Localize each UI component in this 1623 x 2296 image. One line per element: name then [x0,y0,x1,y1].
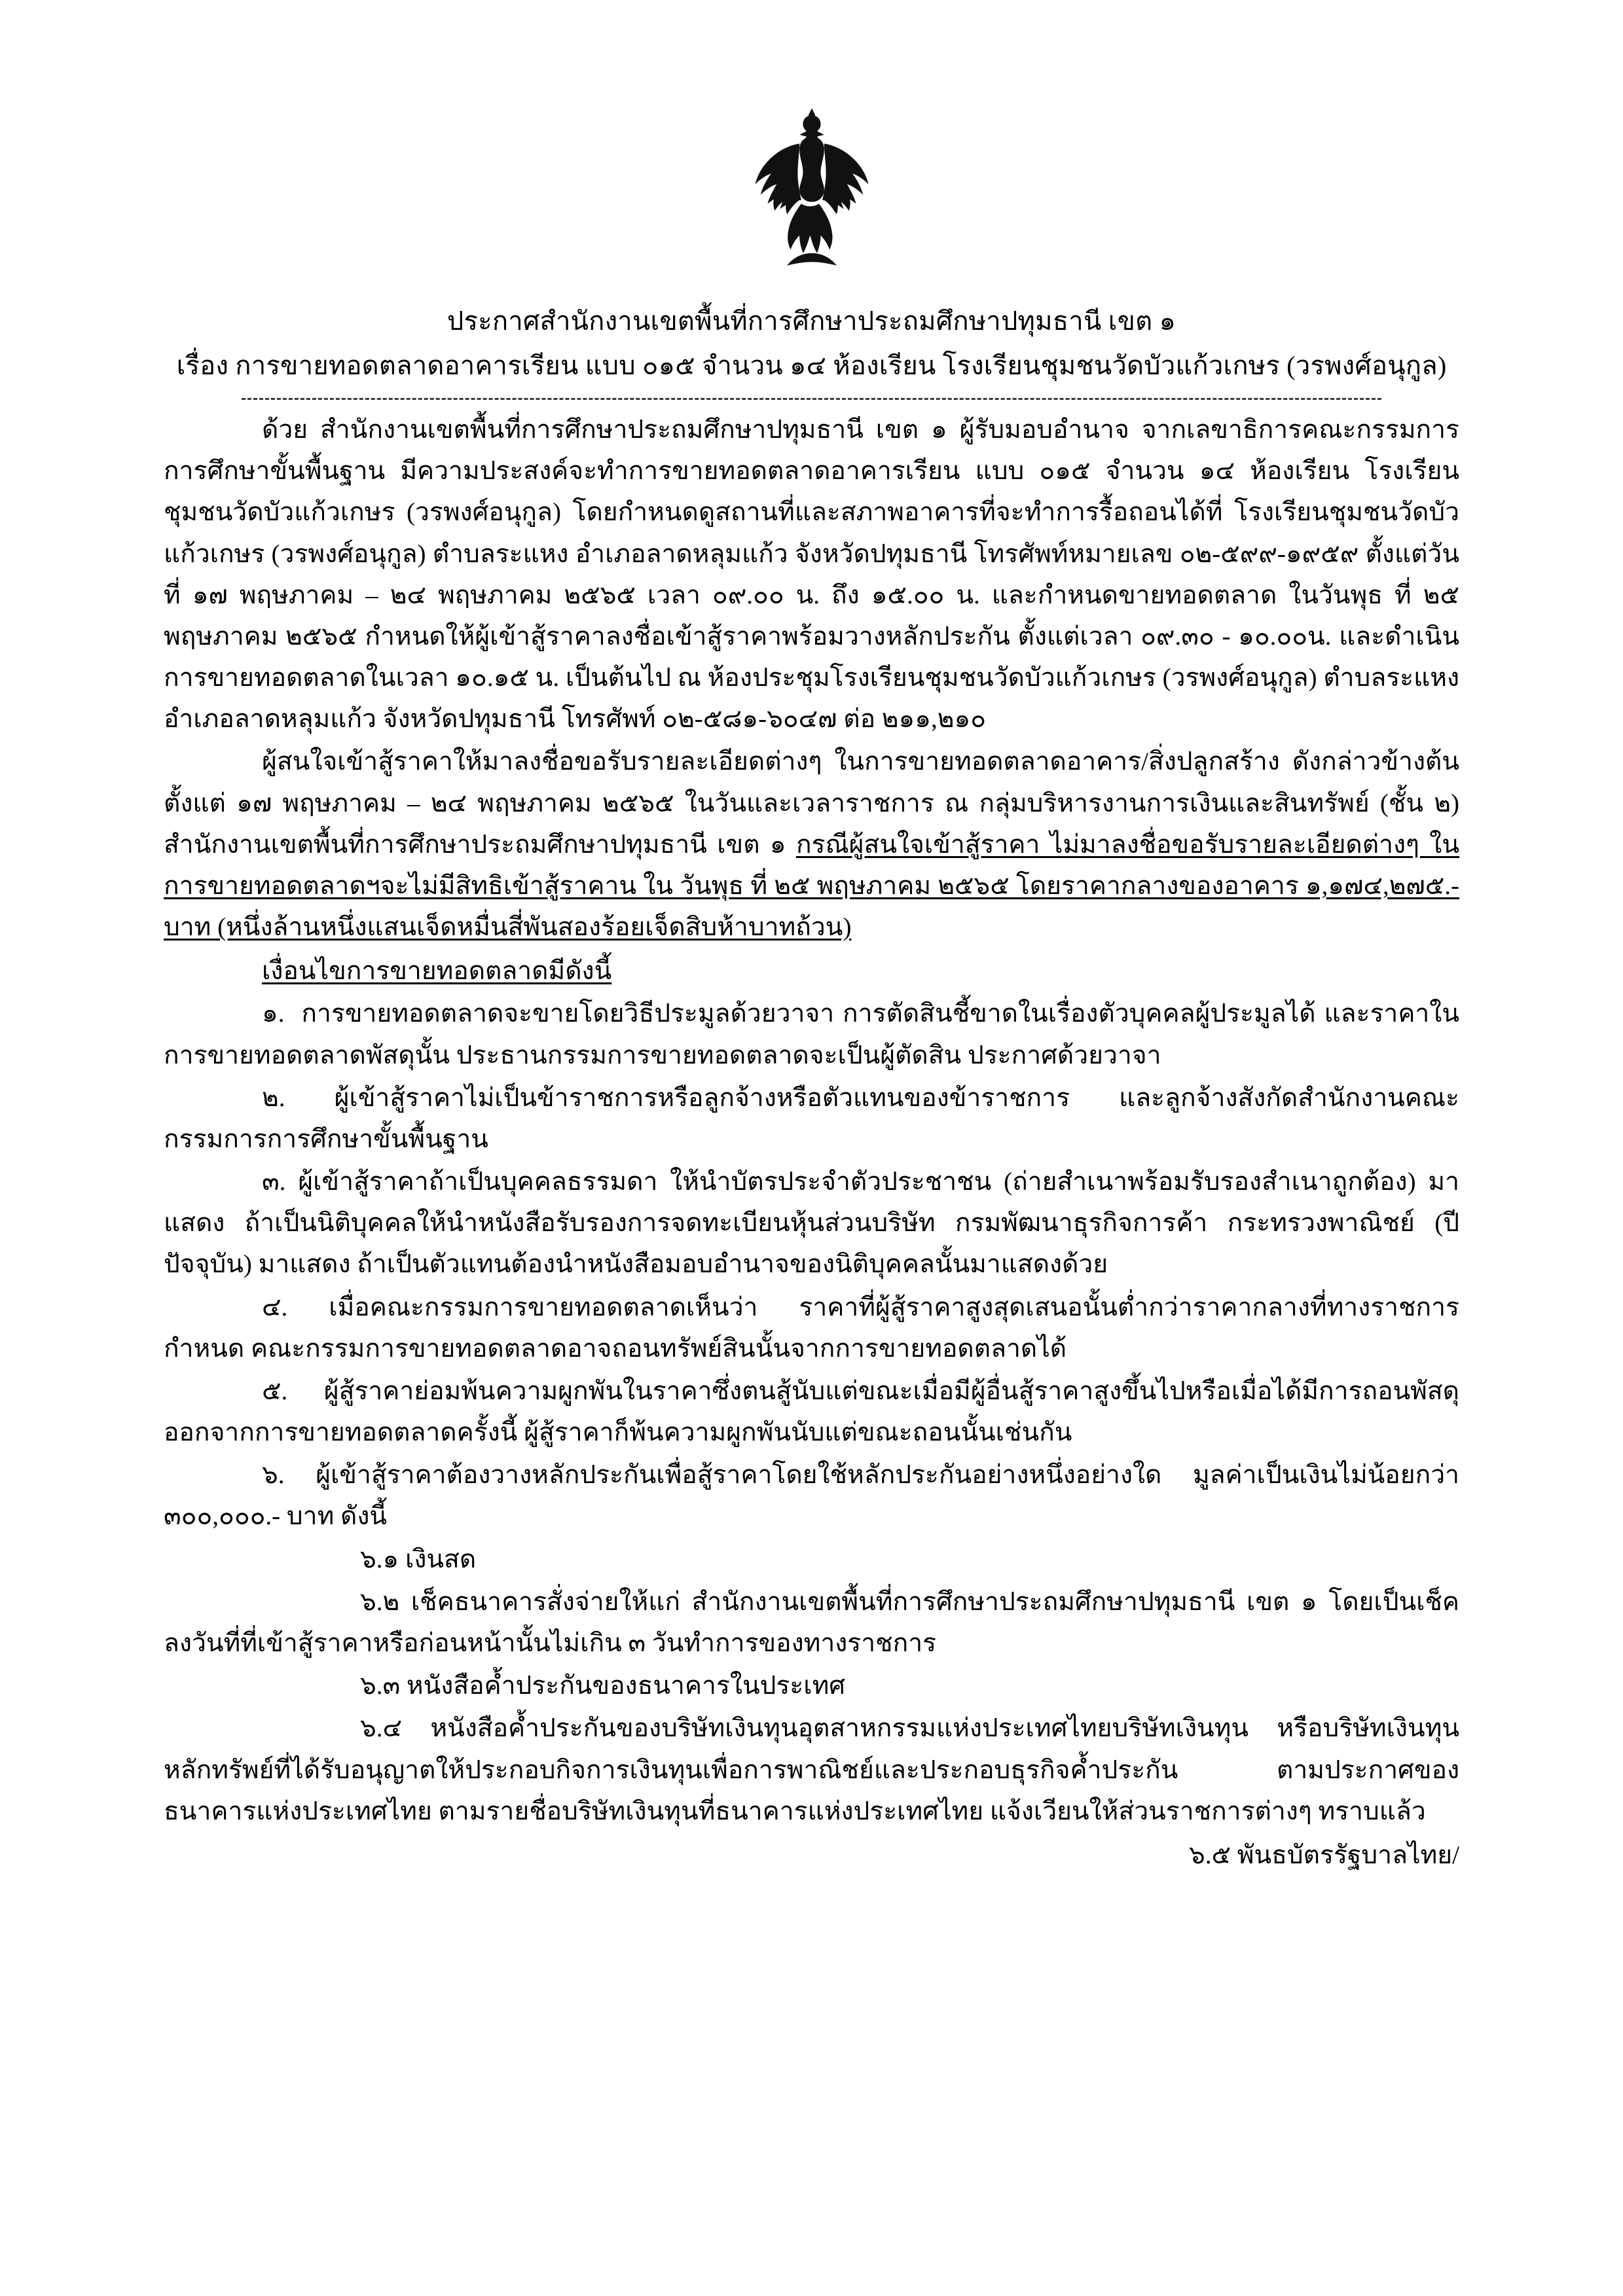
condition-3-text: ผู้เข้าสู้ราคาถ้าเป็นบุคคลธรรมดา ให้นำบัตรประจำตัวประชาชน (ถ่ายสำเนาพร้อมรับรองสำเนาถูกต้อง) มาแสดง ถ้าเป็นนิติบุคคลให้นำหนังสือรับรองการจดทะเบียนหุ้นส่วนบริษัท กรมพัฒนาธุรกิจการค้า กระทรวงพาณิชย์ (ปีปัจจุบัน) มาแสดง ถ้าเป็นตัวแทนต้องนำหนังสือมอบอำนาจของนิติบุคคลนั้นมาแสดงด้วย [164,1168,1459,1279]
paragraph-intro: ด้วย สำนักงานเขตพื้นที่การศึกษาประถมศึกษาปทุมธานี เขต ๑ ผู้รับมอบอำนาจ จากเลขาธิการคณะกรรมการการศึกษาขั้นพื้นฐาน มีความประสงค์จะทำการขายทอดตลาดอาคารเรียน แบบ ๐๑๕ จำนวน ๑๔ ห้องเรียน โรงเรียนชุมชนวัดบัวแก้วเกษร (วรพงศ์อนุกูล) โดยกำหนดดูสถานที่และสภาพอาคารที่จะทำการรื้อถอนได้ที่ โรงเรียนชุมชนวัดบัวแก้วเกษร (วรพงศ์อนุกูล) ตำบลระแหง อำเภอลาดหลุมแก้ว จังหวัดปทุมธานี โทรศัพท์หมายเลข ๐๒-๕๙๙-๑๙๕๙ ตั้งแต่วันที่ ๑๗ พฤษภาคม – ๒๔ พฤษภาคม ๒๕๖๕ เวลา ๐๙.๐๐ น. ถึง ๑๕.๐๐ น. และกำหนดขายทอดตลาด ในวันพุธ ที่ ๒๕ พฤษภาคม ๒๕๖๕ กำหนดให้ผู้เข้าสู้ราคาลงชื่อเข้าสู้ราคาพร้อมวางหลักประกัน ตั้งแต่เวลา ๐๙.๓๐ - ๑๐.๐๐น. และดำเนินการขายทอดตลาดในเวลา ๑๐.๑๕ น. เป็นต้นไป ณ ห้องประชุมโรงเรียนชุมชนวัดบัวแก้วเกษร (วรพงศ์อนุกูล) ตำบลระแหง อำเภอลาดหลุมแก้ว จังหวัดปทุมธานี โทรศัพท์ ๐๒-๕๘๑-๖๐๔๗ ต่อ ๒๑๑,๒๑๐ [164,416,1459,734]
paragraph-interested-bidders [164,741,1459,948]
sub-condition-item-6-2 [164,1581,1459,1664]
sub-condition-6-3-number: ๖.๓ [360,1672,401,1700]
condition-5-number: ๕. [262,1376,288,1405]
announcement-title [164,301,1459,386]
condition-5-text: ผู้สู้ราคาย่อมพ้นความผูกพันในราคาซึ่งตนสู้นับแต่ขณะเมื่อมีผู้อื่นสู้ราคาสูงขึ้นไปหรือเมื่อได้มีการถอนพัสดุออกจากการขายทอดตลาดครั้งนี้ ผู้สู้ราคาก็พ้นความผูกพันนับแต่ขณะถอนนั้นเช่นกัน [164,1376,1459,1447]
sub-condition-item-6-1 [164,1539,1459,1580]
sub-condition-6-3-text: หนังสือค้ำประกันของธนาคารในประเทศ [406,1672,846,1700]
sub-condition-6-1-text: เงินสด [405,1545,477,1573]
document-body [164,409,1459,1876]
sub-condition-6-2-text: เช็คธนาคารสั่งจ่ายให้แก่ สำนักงานเขตพื้นที่การศึกษาประถมศึกษาปทุมธานี เขต ๑ โดยเป็นเช็คลงวันที่ที่เข้าสู้ราคาหรือก่อนหน้านั้นไม่เกิน ๓ วันทำการของทางราชการ [164,1587,1460,1657]
condition-3-number: ๓. [262,1168,286,1196]
garuda-emblem-icon [723,105,900,281]
title-line-1: ประกาศสำนักงานเขตพื้นที่การศึกษาประถมศึกษาปทุมธานี เขต ๑ [447,306,1176,336]
interested-bidders-plain: ผู้สนใจเข้าสู้ราคาให้มาลงชื่อขอรับรายละเอียดต่างๆ ในการขายทอดตลาดอาคาร/สิ่งปลูกสร้าง ดังกล่าวข้างต้น ตั้งแต่ ๑๗ พฤษภาคม – ๒๔ พฤษภาคม ๒๕๖๕ ในวันและเวลาราชการ ณ กลุ่มบริหารงานการเงินและสินทรัพย์ (ชั้น ๒) สำนักงานเขตพื้นที่การศึกษาประถมศึกษาปทุมธานี เขต ๑ [164,747,1459,859]
condition-4-text: เมื่อคณะกรรมการขายทอดตลาดเห็นว่า ราคาที่ผู้สู้ราคาสูงสุดเสนอนั้นต่ำกว่าราคากลางที่ทางราชการกำหนด คณะกรรมการขายทอดตลาดอาจถอนทรัพย์สินนั้นจากการขายทอดตลาดได้ [164,1293,1459,1363]
condition-1-number: ๑. [262,999,285,1028]
condition-item-3 [164,1161,1459,1285]
page-continuation-footer: ๖.๕ พันธบัตรรัฐบาลไทย/ [1188,1840,1459,1869]
condition-2-number: ๒. [262,1083,285,1112]
condition-6-text: ผู้เข้าสู้ราคาต้องวางหลักประกันเพื่อสู้ราคาโดยใช้หลักประกันอย่างหนึ่งอย่างใด มูลค่าเป็นเงินไม่น้อยกว่า ๓๐๐,๐๐๐.- บาท ดังนี้ [164,1461,1459,1531]
sub-condition-6-2-number: ๖.๒ [360,1587,400,1616]
condition-item-4 [164,1287,1459,1369]
condition-item-6 [164,1454,1459,1537]
condition-item-5 [164,1371,1459,1453]
condition-item-1 [164,993,1459,1075]
condition-6-number: ๖. [262,1461,285,1490]
condition-4-number: ๔. [262,1293,288,1321]
divider-rule [242,398,1382,400]
sub-condition-item-6-3 [164,1665,1459,1706]
interested-bidders-underlined: กรณีผู้สนใจเข้าสู้ราคา ไม่มาลงชื่อขอรับรายละเอียดต่างๆ ในการขายทอดตลาดฯจะไม่มีสิทธิเข้าสู้ราคาน ใน วันพุธ ที่ ๒๕ พฤษภาคม ๒๕๖๕ โดยราคากลางของอาคาร ๑,๑๗๔,๒๗๕.- บาท (หนึ่งล้านหนึ่งแสนเจ็ดหมื่นสี่พันสองร้อยเจ็ดสิบห้าบาทถ้วน) [164,830,1460,942]
condition-2-text: ผู้เข้าสู้ราคาไม่เป็นข้าราชการหรือลูกจ้างหรือตัวแทนของข้าราชการ และลูกจ้างสังกัดสำนักงานคณะกรรมการการศึกษาขั้นพื้นฐาน [164,1083,1459,1153]
condition-1-text: การขายทอดตลาดจะขายโดยวิธีประมูลด้วยวาจา การตัดสินชี้ขาดในเรื่องตัวบุคคลผู้ประมูลได้ และราคาในการขายทอดตลาดพัสดุนั้น ประธานกรรมการขายทอดตลาดจะเป็นผู้ตัดสิน ประกาศด้วยวาจา [164,999,1460,1069]
sub-condition-6-4-number: ๖.๔ [360,1714,403,1743]
emblem-container [164,105,1459,281]
title-line-2: เรื่อง การขายทอดตลาดอาคารเรียน แบบ ๐๑๕ จำนวน ๑๔ ห้องเรียน โรงเรียนชุมชนวัดบัวแก้วเกษร (วรพงศ์อนุกูล) [176,351,1447,380]
sub-condition-item-6-4 [164,1708,1459,1832]
sub-condition-6-4-text: หนังสือค้ำประกันของบริษัทเงินทุนอุตสาหกรรมแห่งประเทศไทยบริษัทเงินทุน หรือบริษัทเงินทุนหลักทรัพย์ที่ได้รับอนุญาตให้ประกอบกิจการเงินทุนเพื่อการพาณิชย์และประกอบธุรกิจค้ำประกัน ตามประกาศของธนาคารแห่งประเทศไทย ตามรายชื่อบริษัทเงินทุนที่ธนาคารแห่งประเทศไทย แจ้งเวียนให้ส่วนราชการต่างๆ ทราบแล้ว [164,1714,1460,1825]
conditions-heading: เงื่อนไขการขายทอดตลาดมีดังนี้ [262,957,612,986]
sub-condition-6-1-number: ๖.๑ [360,1545,399,1573]
condition-item-2 [164,1077,1459,1160]
